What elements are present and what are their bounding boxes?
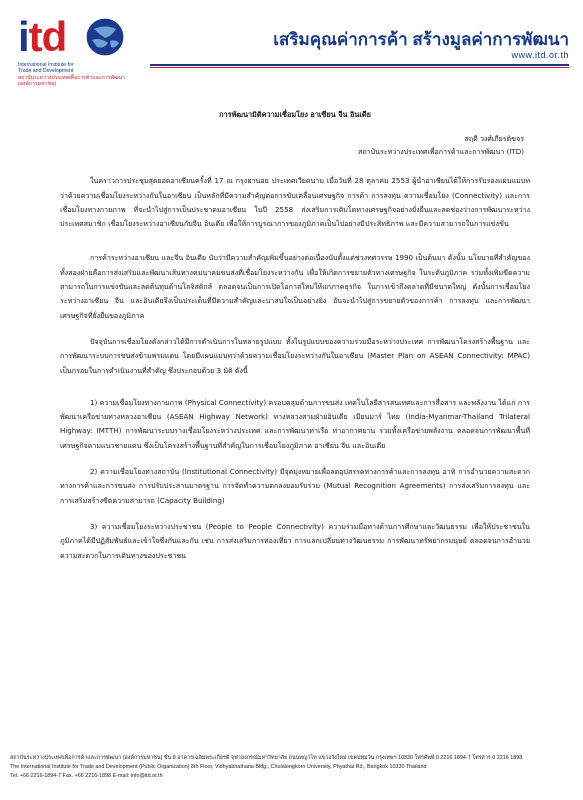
author-name: สฤดี วงศ์เกียรติขจร [464, 134, 524, 144]
globe-icon [84, 16, 126, 58]
paragraph-background: การค้าระหว่างอาเซียน และจีน อินเดีย นับว่ามีความสำคัญเพิ่มขึ้นอย่างต่อเนื่องนับตั้งแต่ช่วงทศวรรษ 1990 เป็นต้นมา ดังนั้น นโยบายที่สำคัญของทั้งสองฝ่ายคือการส่งเสริมและพัฒนาเส้นทางคมนาคมขนส่งที่เชื่อมโยงระหว่างกัน เพื่อให้เกิดการขยายตัวทางเศรษฐกิจ ในระดับภูมิภาค รวมทั้งเพิ่มขีดความสามารถในการแข่งขันและลดต้นทุนด้านโลจิสติกส์ ตลอดจนเป็นการเปิดโอกาสใหม่ให้แก่ภาคธุรกิจ ในการเข้าถึงตลาดที่มีขนาดใหญ่ ดังนั้นการเชื่อมโยงระหว่างอาเซียน จีน และอินเดียจึงเป็นประเด็นที่มีความสำคัญและน่าสนใจเป็นอย่างยิ่ง อันจะนำไปสู่การขยายตัวของการค้า การลงทุน และการพัฒนาเศรษฐกิจที่ยั่งยืนของภูมิภาค [60, 253, 530, 320]
paragraph-framework: ปัจจุบันการเชื่อมโยงดังกล่าวได้มีการดำเนินการในหลายรูปแบบ ทั้งในรูปแบบของความร่วมมือระหว่างประเทศ การพัฒนาโครงสร้างพื้นฐาน และการพัฒนาระบบการขนส่งข้ามพรมแดน โดยมีแผนแม่บทว่าด้วยความเชื่อมโยงระหว่างกันในอาเซียน (Master Plan on ASEAN Connectivity: MPAC) เป็นกรอบในการดำเนินงานที่สำคัญ ซึ่งประกอบด้วย 3 มิติ ดังนี้ [60, 336, 530, 375]
paragraph-intro: ในคราวการประชุมสุดยอดอาเซียนครั้งที่ 17 ณ กรุงฮานอย ประเทศเวียดนาม เมื่อวันที่ 28 ตุลาคม 2553 ผู้นำอาเซียนได้ให้การรับรองแผนแม่บทว่าด้วยความเชื่อมโยงระหว่างกันในอาเซียน เป็นหลักที่มีความสำคัญต่อการขับเคลื่อนเศรษฐกิจ การค้า การลงทุน ความเชื่อมโยง (Connectivity) และการเชื่อมโยงทางกายภาพ ที่จะนำไปสู่การเป็นประชาคมอาเซียน ในปี 2558 ส่งเสริมการเติบโตทางเศรษฐกิจอย่างยั่งยืนและลดช่องว่างการพัฒนาระหว่างประเทศสมาชิก เชื่อมโยงระหว่างอาเซียนกับจีน อินเดีย เพื่อให้การบูรณาการของภูมิภาคเป็นไปอย่างมีประสิทธิภาพ และมีความสามารถในการแข่งขัน [60, 176, 530, 229]
logo-wordmark: itd [18, 13, 67, 60]
footer-address-english: The International Institute for Trade and Development (Public Organization) 8th Floor, Vidhyabhathana Bldg., Chulalongkorn University, Phyathai Rd., Bangkok 10330 Thailand [10, 764, 427, 770]
page-footer [10, 754, 573, 781]
author-organization: สถาบันระหว่างประเทศเพื่อการค้าและการพัฒนา (ITD) [357, 147, 524, 157]
document-body [60, 108, 530, 575]
footer-contact: Tel. +66 2216-1894-7 Fax. +66 2216-1898 E-mail: info@itd.or.th [10, 773, 163, 779]
document-title: การพัฒนามิติความเชื่อมโยง อาเซียน จีน อินเดีย [219, 110, 371, 119]
header-rule [150, 64, 569, 66]
pillar-physical: 1) ความเชื่อมโยงทางกายภาพ (Physical Connectivity) ครอบคลุมด้านการขนส่ง เทคโนโลยีสารสนเทศและการสื่อสาร และพลังงาน ได้แก่ การพัฒนาเครือข่ายทางหลวงอาเซียน (ASEAN Highway Network) ทางหลวงสามฝ่ายอินเดีย เมียนมาร์ ไทย (India-Myanmar-Thailand Trilateral Highway: IMTTH) การพัฒนาระบบรางเชื่อมโยงระหว่างประเทศ และการพัฒนาท่าเรือ ท่าอากาศยาน รวมทั้งเครือข่ายพลังงาน ตลอดจนการพัฒนาพื้นที่เศรษฐกิจตามแนวชายแดน ซึ่งเป็นโครงสร้างพื้นฐานที่สำคัญในการเชื่อมโยงภูมิภาค อาเซียน จีน และอินเดีย [60, 397, 530, 450]
footer-address-thai: สถาบันระหว่างประเทศเพื่อการค้าและการพัฒนา (องค์การมหาชน) ชั้น 8 อาคารเฉลิมพระเกียรติ จุฬาลงกรณ์มหาวิทยาลัย ถนนพญาไท แขวงวังใหม่ เขตปทุมวัน กรุงเทพฯ 10330 โทรศัพท์ 0 2216 1894-7 โทรสาร 0 2216 1898 [10, 755, 523, 761]
header-rule-accent [150, 67, 569, 68]
pillar-people: 3) ความเชื่อมโยงระหว่างประชาชน (People to People Connectivity) ความร่วมมือทางด้านการศึกษาและวัฒนธรรม เพื่อให้ประชาชนในภูมิภาคได้มีปฏิสัมพันธ์และเข้าใจซึ่งกันและกัน เช่น การส่งเสริมการท่องเที่ยว การแลกเปลี่ยนทางวัฒนธรรม การพัฒนาทรัพยากรมนุษย์ ตลอดจนการอำนวยความสะดวกในการเดินทางของประชาชน [60, 521, 530, 560]
logo-subtitle: International Institute for Trade and Development สถาบันระหว่างประเทศเพื่อการค้าและการพัฒนา (องค์การมหาชน) [18, 62, 126, 88]
pillar-institutional: 2) ความเชื่อมโยงทางสถาบัน (Institutional Connectivity) มีจุดมุ่งหมายเพื่อลดอุปสรรคทางการค้าและการลงทุน อาทิ การอำนวยความสะดวกทางการค้าและการขนส่ง การปรับประสานมาตรฐาน การจัดทำความตกลงยอมรับร่วม (Mutual Recognition Agreements) การส่งเสริมการลงทุน และการเสริมสร้างขีดความสามารถ (Capacity Building) [60, 467, 530, 505]
slogan: เสริมคุณค่าการค้า สร้างมูลค่าการพัฒนา [273, 30, 569, 49]
letterhead [0, 0, 583, 96]
website-url: www.itd.or.th [511, 50, 569, 60]
